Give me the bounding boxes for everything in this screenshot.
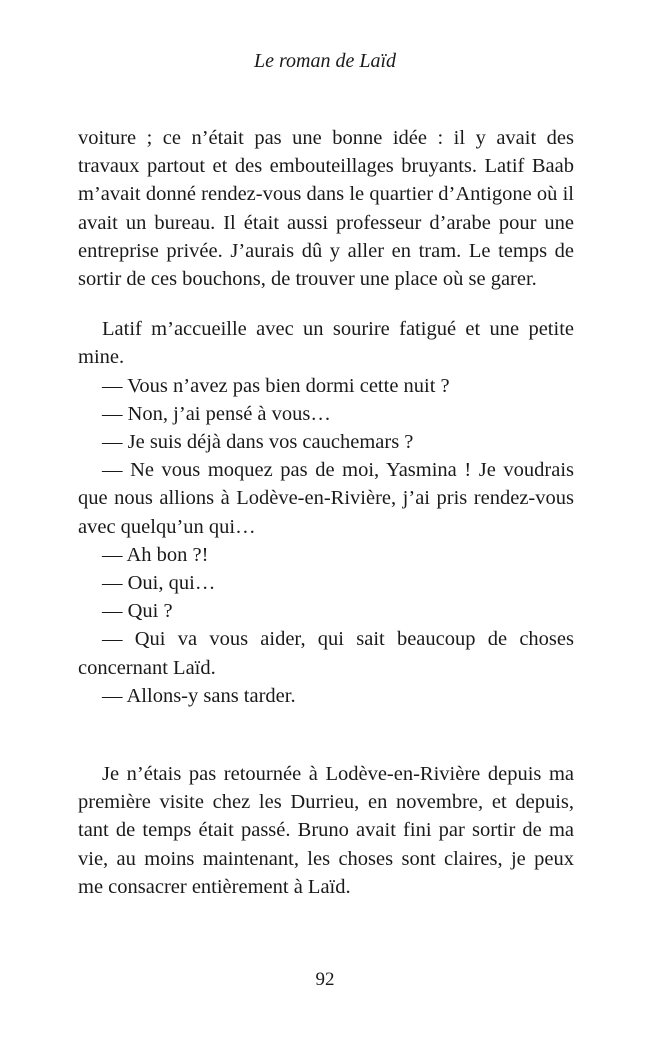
paragraph-narration: Je n’étais pas retournée à Lodève-en-Rivière depuis ma première visite chez les Durrieu, en novembre, et depuis, tant de temps était passé. Bruno avait fini par sortir de ma vie, au moins maintenant, les choses sont claires, je peux me consacrer entièrement à Laïd. xyxy=(78,763,574,898)
body-text xyxy=(78,124,574,901)
dialogue-line: — Ah bon ?! xyxy=(102,543,209,566)
dialogue-line: — Oui, qui… xyxy=(102,572,216,595)
dialogue-line: — Vous n’avez pas bien dormi cette nuit ? xyxy=(102,374,450,397)
dialogue-line: — Allons-y sans tarder. xyxy=(102,684,296,707)
running-head: Le roman de Laïd xyxy=(253,50,397,72)
paragraph-narration: Latif m’accueille avec un sourire fatigué et une petite mine. xyxy=(78,318,574,369)
section-gap xyxy=(78,710,574,760)
paragraph-gap xyxy=(78,293,574,315)
dialogue-line: — Non, j’ai pensé à vous… xyxy=(102,402,331,425)
dialogue-line: — Qui ? xyxy=(102,600,173,623)
dialogue-line: — Je suis déjà dans vos cauchemars ? xyxy=(102,431,414,454)
dialogue-line: — Qui va vous aider, qui sait beaucoup de choses concernant Laïd. xyxy=(78,628,574,679)
dialogue-line: — Ne vous moquez pas de moi, Yasmina ! Je voudrais que nous allions à Lodève-en-Rivière, j’ai pris rendez-vous avec quelqu’un qui… xyxy=(78,459,574,538)
paragraph-continuation: voiture ; ce n’était pas une bonne idée : il y avait des travaux partout et des embouteillages bruyants. Latif Baab m’avait donné rendez-vous dans le quartier d’Antigone où il avait un bureau. Il était aussi professeur d’arabe pour une entreprise privée. J’aurais dû y aller en tram. Le temps de sortir de ces bouchons, de trouver une place où se garer. xyxy=(78,127,574,291)
page-number: 92 xyxy=(315,969,335,990)
